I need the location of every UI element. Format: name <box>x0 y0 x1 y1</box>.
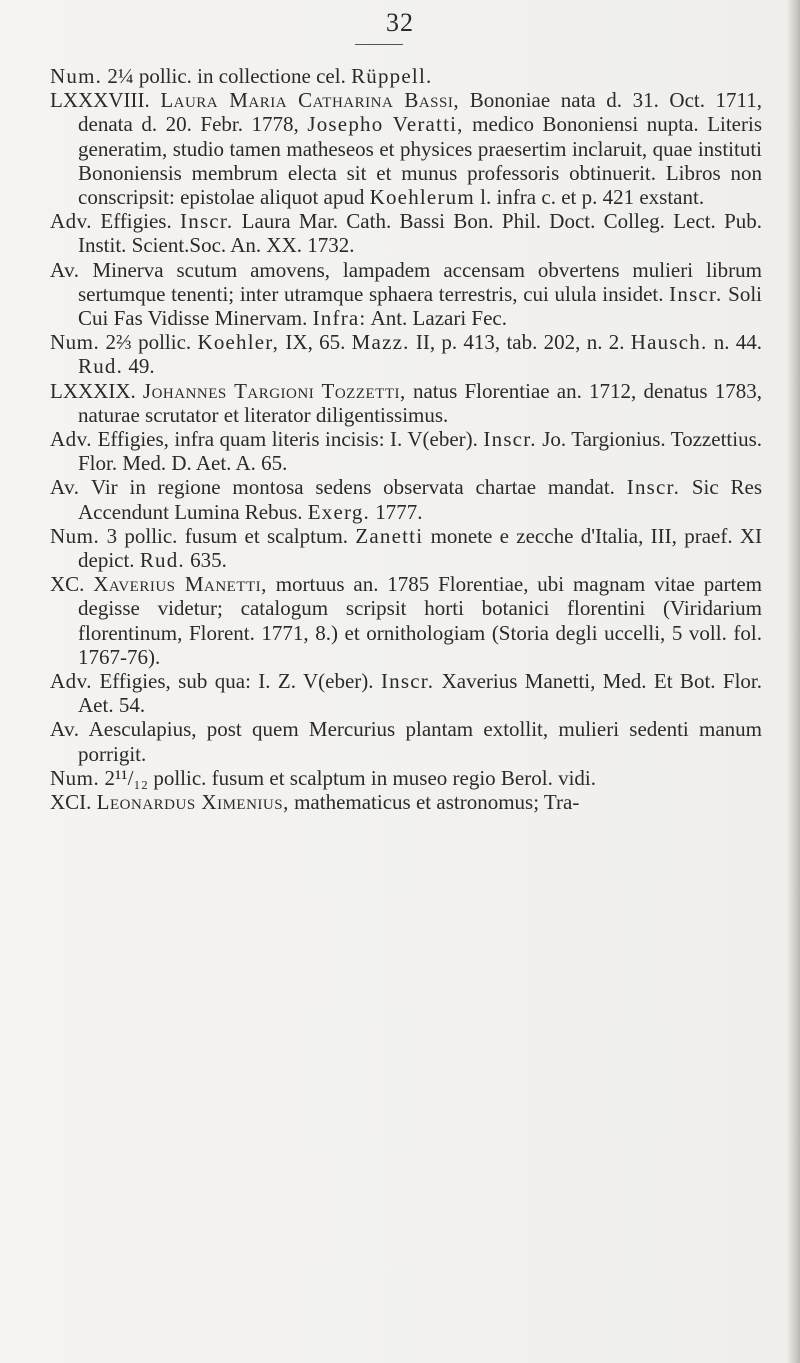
entry-number: XC. <box>50 572 85 597</box>
reverse-description: Av. Minerva scutum amovens, lampadem accensam obvertens mulieri librum sertumque tenenti; inter utramque sphaera terrestris, cui ulula insidet. Inscr. Soli Cui Fas Vidisse Minervam. Infra: Ant. Lazari Fec. <box>50 257 763 331</box>
entry-lxxxix <box>50 379 762 573</box>
entry-name: Laura Maria Catharina Bassi, <box>160 88 460 113</box>
document-body <box>50 64 762 814</box>
page-number: 32 <box>386 8 414 37</box>
obverse-description: Adv. Effigies. Inscr. Laura Mar. Cath. Bassi Bon. Phil. Doct. Colleg. Lect. Pub. Instit. Scient.Soc. An. XX. 1732. <box>50 209 763 258</box>
size-and-references: Num. 2¹¹/₁₂ pollic. fusum et scalptum in museo regio Berol. vidi. <box>50 765 597 790</box>
entry-name: Leonardus Ximenius, <box>96 790 289 815</box>
page-edge-shadow <box>788 0 800 1363</box>
obverse-description: Adv. Effigies, infra quam literis incisis: I. V(eber). Inscr. Jo. Targionius. Tozzettius. Flor. Med. D. Aet. A. 65. <box>50 427 762 476</box>
reverse-description: Av. Vir in regione montosa sedens observata chartae mandat. Inscr. Sic Res Accendunt Lumina Rebus. Exerg. 1777. <box>50 475 762 524</box>
page-number-underline <box>355 44 403 45</box>
entry-number: XCI. <box>50 790 92 815</box>
size-and-references: Num. 3 pollic. fusum et scalptum. Zanetti monete e zecche d'Italia, III, praef. XI depict. Rud. 635. <box>50 523 763 573</box>
entry-number: LXXXVIII. <box>50 88 150 113</box>
continued-num-line: Num. 2¼ pollic. in collectione cel. Rüppell. <box>50 64 433 88</box>
entry-name: Johannes Targioni Tozzetti, <box>142 378 406 403</box>
entry-name: Xaverius Manetti, <box>93 572 267 597</box>
entry-number: LXXXIX. <box>50 378 136 403</box>
entry-xci <box>50 790 762 814</box>
entry-heading: XCI. Leonardus Ximenius, mathematicus et astronomus; Tra- <box>50 790 580 815</box>
entry-xc <box>50 572 762 790</box>
entry-heading: LXXXVIII. Laura Maria Catharina Bassi, Bononiae nata d. 31. Oct. 1711, denata d. 20. Febr. 1778, Josepho Veratti, medico Bononiensi nupta. Literis generatim, studio tamen matheseos et physices praesertim inclaruit, quae instituti Bononiensis membrum electa sit et munus professoris obtinuerit. Libros non conscripsit: epistolae aliquot apud Koehlerum l. infra c. et p. 421 exstant. <box>50 88 763 210</box>
entry-lxxxviii <box>50 88 762 378</box>
size-and-references: Num. 2⅔ pollic. Koehler, IX, 65. Mazz. II, p. 413, tab. 202, n. 2. Hausch. n. 44. Rud. 49. <box>50 330 763 379</box>
reverse-description: Av. Aesculapius, post quem Mercurius plantam extollit, mulieri sedenti manum porrigit. <box>50 717 763 766</box>
entry-heading: LXXXIX. Johannes Targioni Tozzetti, natus Florentiae an. 1712, denatus 1783, naturae scrutator et literator diligentissimus. <box>50 378 763 427</box>
obverse-description: Adv. Effigies, sub qua: I. Z. V(eber). Inscr. Xaverius Manetti, Med. Et Bot. Flor. Aet. 54. <box>50 669 763 718</box>
entry-heading: XC. Xaverius Manetti, mortuus an. 1785 Florentiae, ubi magnam vitae partem degisse videtur; catalogum scripsit horti botanici florentini (Viridarium florentinum, Florent. 1771, 8.) et ornithologiam (Storia degli uccelli, 5 voll. fol. 1767-76). <box>50 572 763 669</box>
